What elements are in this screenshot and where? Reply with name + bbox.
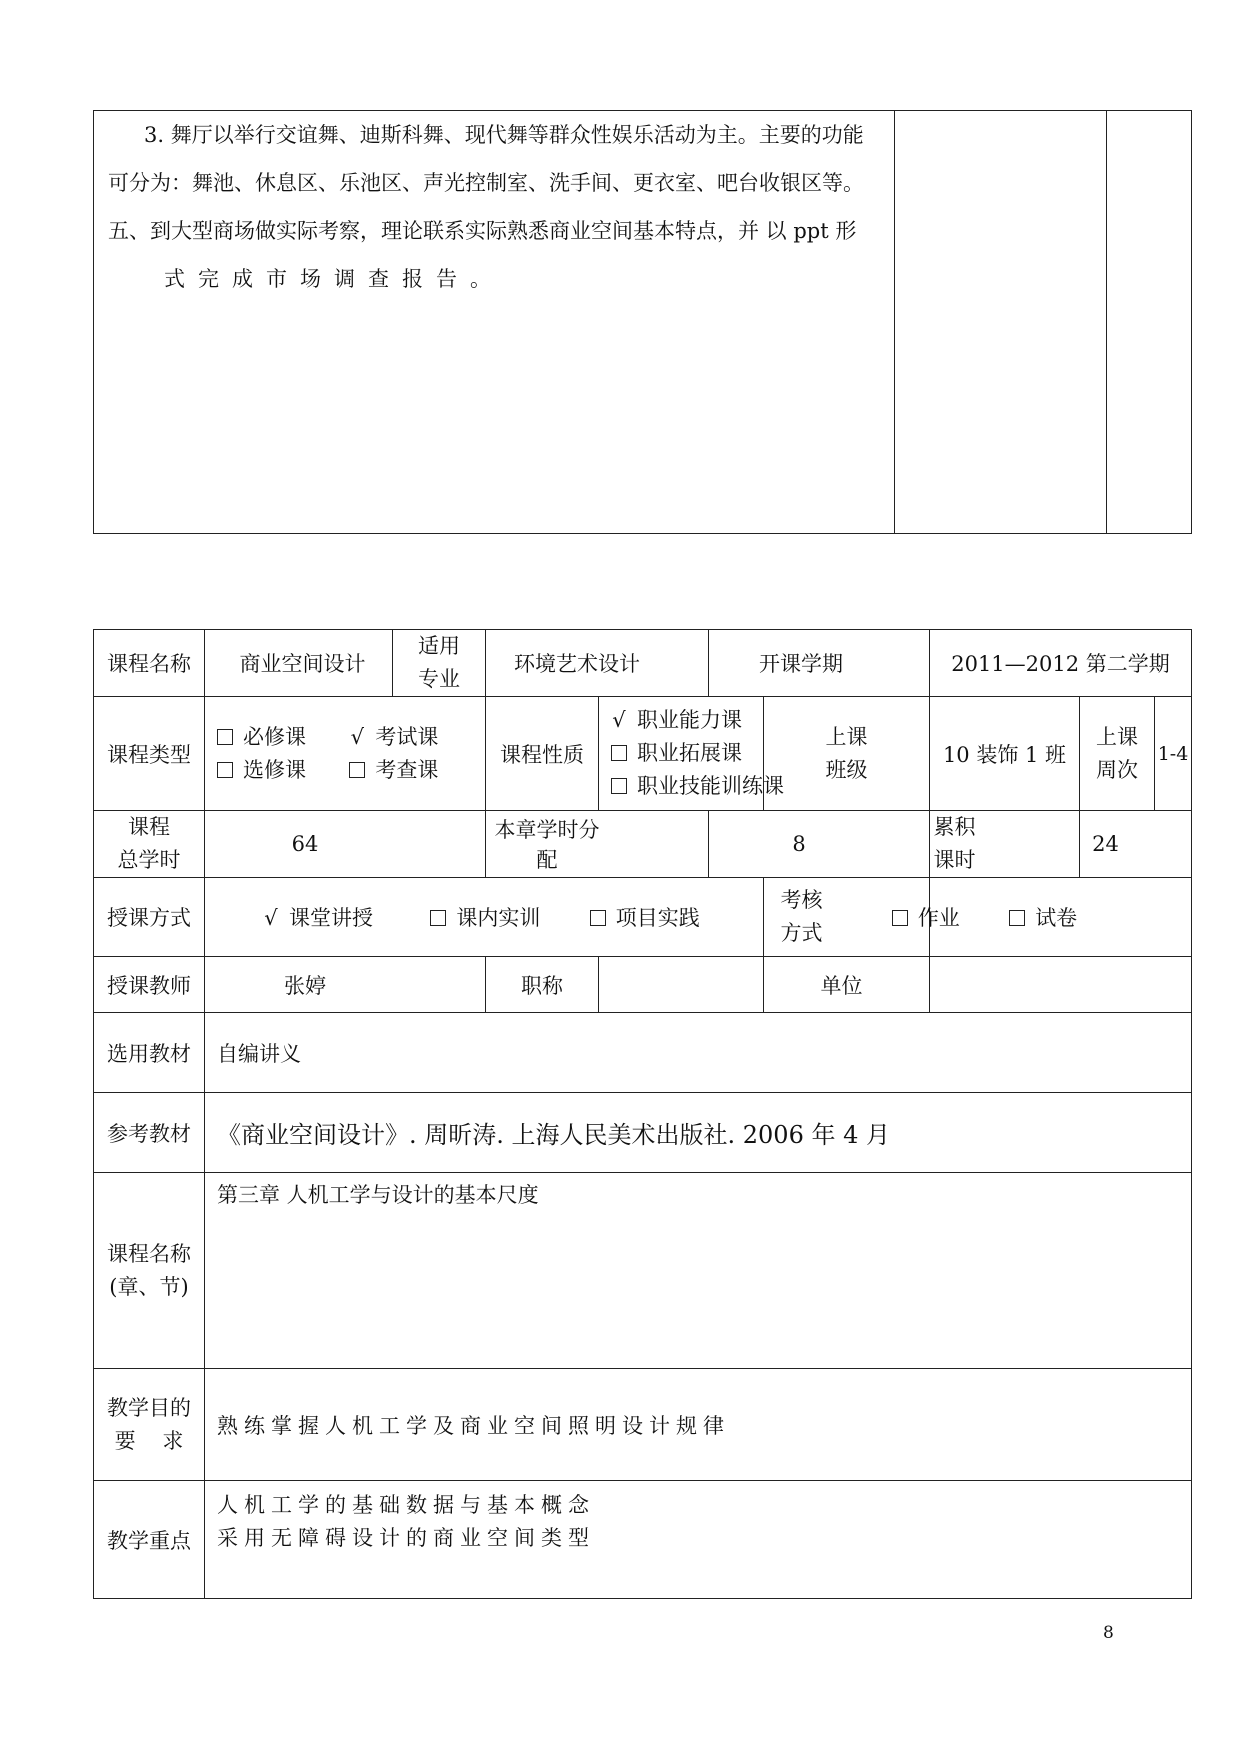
page-number: 8: [1103, 1623, 1114, 1643]
week-label-line-2: 周次: [1096, 757, 1138, 782]
chapter-value: 第三章 人机工学与设计的基本尺度: [205, 1173, 1192, 1369]
total-hours-label-line-2: 总学时: [117, 848, 181, 872]
chapter-hours-label: 本章学时分配: [486, 811, 709, 878]
objective-label-line-2: 要 求: [114, 1428, 184, 1453]
major-value: 环境艺术设计: [486, 630, 709, 697]
homework-label: 作业: [917, 906, 960, 930]
major-label-line-2: 专业: [418, 667, 460, 691]
title-value: [599, 957, 764, 1013]
review-label: 考查课: [375, 757, 439, 782]
total-hours-label-line-1: 课程: [128, 815, 170, 839]
focus-label: 教学重点: [94, 1481, 205, 1599]
assessment-label-line-2: 方式: [780, 921, 823, 945]
lecture-check-mark[interactable]: √: [264, 906, 278, 930]
review-checkbox[interactable]: [349, 762, 365, 778]
project-checkbox[interactable]: [590, 910, 606, 926]
continuation-line-2: 可分为：舞池、休息区、乐池区、声光控制室、洗手间、更衣室、吧台收银区等。: [108, 171, 864, 195]
unit-label: 单位: [764, 957, 930, 1013]
paper-checkbox[interactable]: [1009, 910, 1025, 926]
total-hours-label: [94, 811, 205, 878]
class-label-line-2: 班级: [825, 757, 868, 782]
reference-value: 《商业空间设计》. 周昕涛. 上海人民美术出版社. 2006 年 4 月: [205, 1093, 1192, 1173]
focus-line-1: 人机工学的基础数据与基本概念: [217, 1493, 595, 1517]
course-type-label: 课程类型: [94, 697, 205, 811]
practice-label: 课内实训: [456, 906, 541, 930]
elective-checkbox[interactable]: [217, 762, 233, 778]
practice-checkbox[interactable]: [430, 910, 446, 926]
cumulative-label-line-2: 课时: [933, 848, 976, 872]
chapter-hours-value: 8: [709, 811, 930, 878]
teacher-label: 授课教师: [94, 957, 205, 1013]
ability-check-mark[interactable]: √: [612, 708, 626, 732]
continuation-line-3: 五、到大型商场做实际考察，理论联系实际熟悉商业空间基本特点，并 以 ppt 形: [108, 219, 857, 243]
skill-checkbox[interactable]: [611, 778, 627, 794]
chapter-label: [94, 1173, 205, 1369]
course-info-table: [93, 629, 1192, 1599]
class-label: [764, 697, 930, 811]
major-label-line-1: 适用: [418, 634, 460, 658]
unit-value: [930, 957, 1192, 1013]
cumulative-label-line-1: 累积: [933, 815, 976, 839]
skill-label: 职业技能训练课: [637, 774, 784, 798]
expand-checkbox[interactable]: [611, 745, 627, 761]
major-label: [393, 630, 486, 697]
homework-checkbox[interactable]: [892, 910, 908, 926]
textbook-label: 选用教材: [94, 1013, 205, 1093]
textbook-value: 自编讲义: [205, 1013, 1192, 1093]
week-label-line-1: 上课: [1096, 724, 1138, 749]
expand-label: 职业拓展课: [637, 741, 742, 765]
chapter-label-line-1: 课程名称: [107, 1241, 191, 1266]
week-label: [1080, 697, 1155, 811]
continuation-line-4: 式完成市场调查报告。: [164, 267, 504, 291]
teaching-method-label: 授课方式: [94, 878, 205, 957]
required-checkbox[interactable]: [217, 729, 233, 745]
exam-check-mark[interactable]: √: [350, 724, 365, 749]
project-label: 项目实践: [615, 906, 700, 930]
course-nature-options: [599, 697, 784, 811]
focus-line-2: 采用无障碍设计的商业空间类型: [217, 1526, 595, 1550]
focus-value: [205, 1481, 1192, 1599]
continuation-empty-cell-1: [895, 111, 1107, 534]
ability-label: 职业能力课: [637, 708, 742, 732]
chapter-label-line-2: (章、节): [109, 1274, 189, 1299]
lecture-label: 课堂讲授: [289, 906, 373, 930]
teaching-method-options: [205, 878, 764, 957]
continuation-empty-cell-2: [1107, 111, 1192, 534]
assessment-label-line-1: 考核: [780, 888, 823, 912]
term-value: 2011—2012 第二学期: [930, 630, 1192, 697]
reference-label: 参考教材: [94, 1093, 205, 1173]
exam-label: 考试课: [375, 724, 439, 749]
class-label-line-1: 上课: [825, 724, 868, 749]
objective-label: [94, 1369, 205, 1481]
course-name-value: 商业空间设计: [205, 630, 393, 697]
objective-label-line-1: 教学目的: [107, 1395, 191, 1420]
course-name-label: 课程名称: [94, 630, 205, 697]
cumulative-hours-value: 24: [1050, 811, 1162, 878]
required-label: 必修课: [243, 724, 306, 749]
term-label: 开课学期: [709, 630, 930, 697]
course-type-options: [205, 697, 486, 811]
continuation-line-1: 3. 舞厅以举行交谊舞、迪斯科舞、现代舞等群众性娱乐活动为主。主要的功能: [144, 123, 864, 147]
total-hours-value: 64: [205, 811, 486, 878]
objective-value: 熟练掌握人机工学及商业空间照明设计规律: [205, 1369, 1192, 1481]
elective-label: 选修课: [243, 757, 306, 782]
teacher-value: 张婷: [205, 957, 486, 1013]
week-value: 1-4: [1155, 697, 1192, 811]
class-value: 10 装饰 1 班: [930, 697, 1080, 811]
title-label: 职称: [486, 957, 599, 1013]
continuation-table: [93, 110, 1192, 534]
assessment-options: [854, 878, 1116, 957]
continuation-content: [94, 111, 895, 534]
course-nature-label: 课程性质: [486, 697, 599, 811]
paper-label: 试卷: [1035, 906, 1078, 930]
